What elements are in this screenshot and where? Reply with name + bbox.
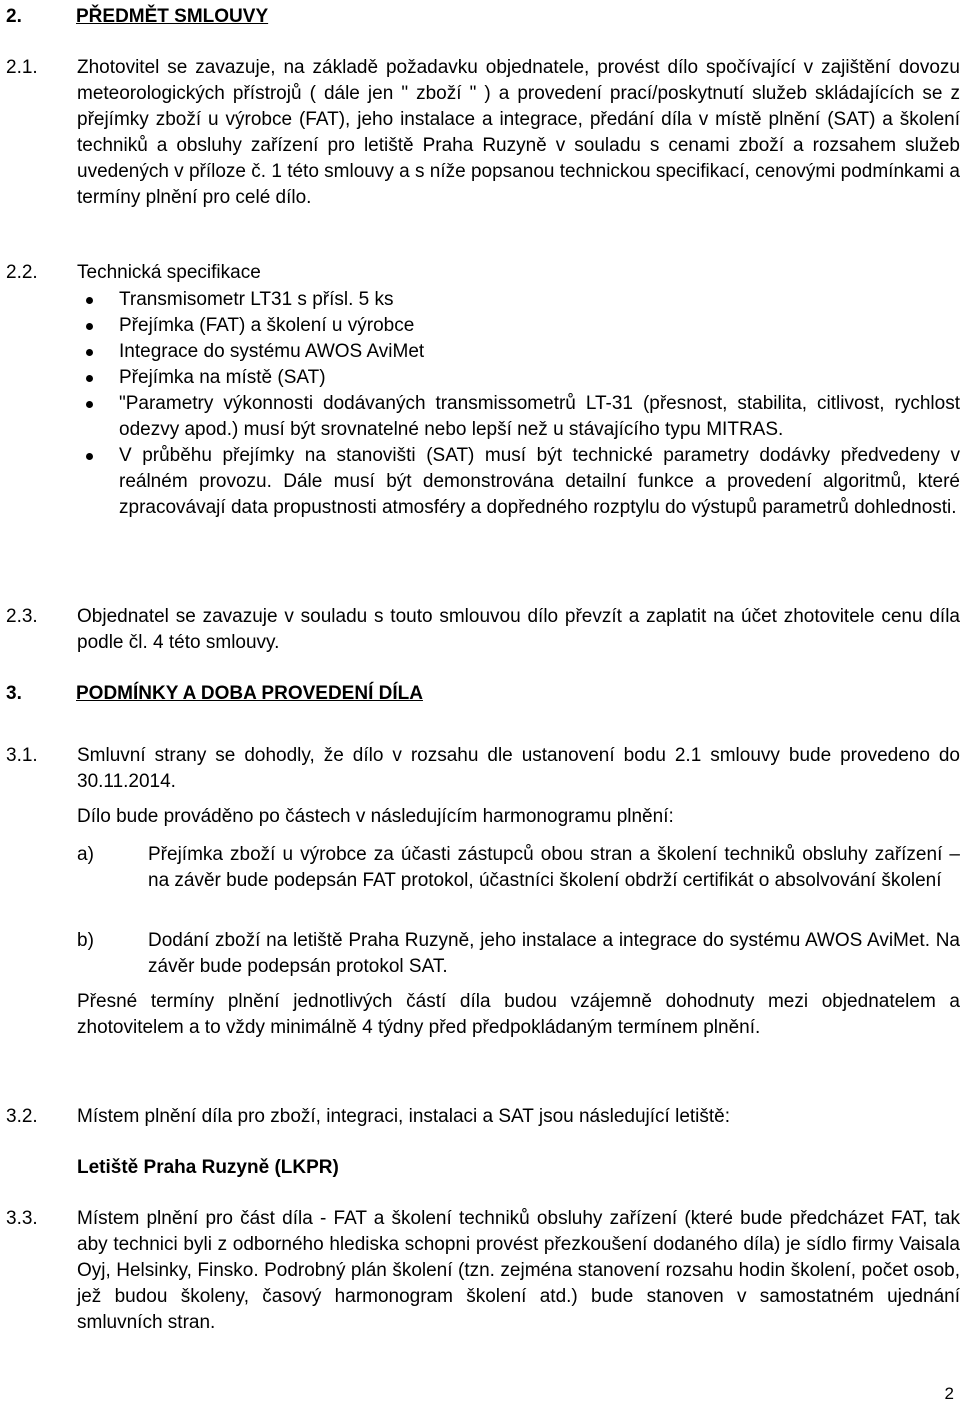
clause-text: Zhotovitel se zavazuje, na základě požadavku objednatele, provést dílo spočívající v zajištění dovozu meteorologických přístrojů ( dále jen " zboží " ) a provedení prací/poskytnutí služeb skládajících se z přejímky zboží u výrobce (FAT), jeho instalace a integrace, předání díla v místě plnění (SAT) a školení techniků a obsluhy zařízení pro letiště Praha Ruzyně v souladu s cenami zboží a rozsahem služeb uvedených v příloze č. 1 této smlouvy a s níže popsanou technickou specifikací, cenovými podmínkami a termíny plnění pro celé dílo. xyxy=(77,57,960,208)
section-number: 3. xyxy=(6,683,22,704)
bullet-icon xyxy=(86,453,93,460)
item-label: b) xyxy=(77,930,94,951)
item-text: Dodání zboží na letiště Praha Ruzyně, jeho instalace a integrace do systému AWOS AviMet. Na závěr bude podepsán protokol SAT. xyxy=(148,930,960,977)
section-heading-2 xyxy=(6,4,268,30)
clause-title: Technická specifikace xyxy=(77,262,261,283)
place-of-performance: Letiště Praha Ruzyně (LKPR) xyxy=(77,1157,339,1178)
clause-number: 3.2. xyxy=(6,1106,38,1127)
spec-list xyxy=(77,287,960,521)
bullet-icon xyxy=(86,323,93,330)
schedule-item-a xyxy=(77,842,960,894)
item-text: Přejímka zboží u výrobce za účasti zástupců obou stran a školení techniků obsluhy zařízení – na závěr bude podepsán FAT protokol, účastníci školení obdrží certifikát o absolvování školení xyxy=(148,844,960,891)
item-label: a) xyxy=(77,844,94,865)
clause-2-3 xyxy=(6,604,960,656)
page-number: 2 xyxy=(944,1384,954,1403)
clause-2-2 xyxy=(6,260,960,286)
clause-3-1 xyxy=(6,743,960,795)
list-item: Integrace do systému AWOS AviMet xyxy=(77,339,960,365)
clause-number: 2.3. xyxy=(6,606,38,627)
clause-number: 3.3. xyxy=(6,1208,38,1229)
clause-number: 2.2. xyxy=(6,262,38,283)
clause-text: Místem plnění pro část díla - FAT a školení techniků obsluhy zařízení (které bude předcházet FAT, tak aby technici byli z odborného hlediska schopni provést přezkoušení dodaného díla) je sídlo firmy Vaisala Oyj, Helsinky, Finsko. Podrobný plán školení (tzn. zejména stanovení rozsahu hodin školení, počet osob, jež budou školeny, časový harmonogram školení atd.) bude stanoven v samostatném ujednání smluvních stran. xyxy=(77,1208,960,1333)
clause-text: Objednatel se zavazuje v souladu s touto smlouvou dílo převzít a zaplatit na účet zhotovitele cenu díla podle čl. 4 této smlouvy. xyxy=(77,606,960,653)
schedule-intro: Dílo bude prováděno po částech v následujícím harmonogramu plnění: xyxy=(77,806,674,827)
bullet-icon xyxy=(86,375,93,382)
section-heading-3 xyxy=(6,681,423,707)
clause-3-3 xyxy=(6,1206,960,1336)
section-number: 2. xyxy=(6,6,22,27)
clause-2-1 xyxy=(6,55,960,211)
clause-text: Místem plnění díla pro zboží, integraci, instalaci a SAT jsou následující letiště: xyxy=(77,1106,731,1127)
bullet-icon xyxy=(86,401,93,408)
list-item: Přejímka (FAT) a školení u výrobce xyxy=(77,313,960,339)
clause-number: 3.1. xyxy=(6,745,38,766)
schedule-item-b xyxy=(77,928,960,980)
clause-number: 2.1. xyxy=(6,57,38,78)
clause-3-2 xyxy=(6,1104,960,1130)
list-item: "Parametry výkonnosti dodávaných transmissometrů LT-31 (přesnost, stabilita, citlivost, rychlost odezvy apod.) musí být srovnatelné nebo lepší než u stávajícího typu MITRAS. xyxy=(77,391,960,443)
schedule-closing: Přesné termíny plnění jednotlivých částí díla budou vzájemně dohodnuty mezi objednatelem a zhotovitelem a to vždy minimálně 4 týdny před předpokládaným termínem plnění. xyxy=(77,991,960,1038)
list-item: Transmisometr LT31 s přísl. 5 ks xyxy=(77,287,960,313)
list-item: Přejímka na místě (SAT) xyxy=(77,365,960,391)
section-title: PŘEDMĚT SMLOUVY xyxy=(76,6,269,27)
bullet-icon xyxy=(86,297,93,304)
list-item: V průběhu přejímky na stanovišti (SAT) musí být technické parametry dodávky předvedeny v reálném provozu. Dále musí být demonstrována detailní funkce a provedení algoritmů, které zpracovávají data propustnosti atmosféry a dopředného rozptylu do výstupů parametrů dohlednosti. xyxy=(77,443,960,521)
section-title: PODMÍNKY A DOBA PROVEDENÍ DÍLA xyxy=(76,683,423,704)
clause-text: Smluvní strany se dohodly, že dílo v rozsahu dle ustanovení bodu 2.1 smlouvy bude provedeno do 30.11.2014. xyxy=(77,745,960,792)
bullet-icon xyxy=(86,349,93,356)
